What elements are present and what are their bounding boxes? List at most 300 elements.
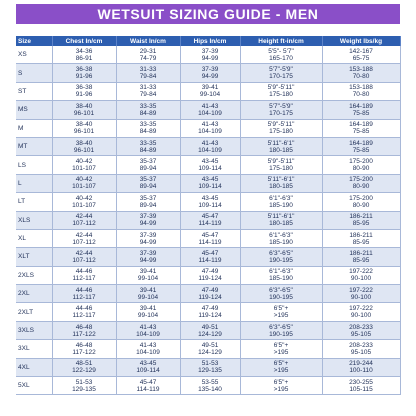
hips-imperial: 47-49 — [201, 286, 219, 294]
hips-cell — [180, 340, 240, 358]
hips-cell — [180, 193, 240, 211]
chest-metric: 101-107 — [72, 165, 96, 173]
chest-imperial: 36-38 — [75, 84, 93, 92]
chest-imperial: 40-42 — [75, 176, 93, 184]
height-metric: >195 — [273, 348, 289, 356]
chest-cell — [52, 340, 116, 358]
waist-imperial: 33-35 — [139, 121, 157, 129]
chest-imperial: 44-46 — [75, 286, 93, 294]
hips-cell — [180, 248, 240, 266]
height-metric: 180-185 — [269, 183, 293, 191]
hips-cell — [180, 174, 240, 192]
chest-cell — [52, 266, 116, 284]
hips-imperial: 37-39 — [201, 66, 219, 74]
weight-metric: 95-105 — [350, 348, 372, 356]
table-row — [16, 119, 400, 137]
height-metric: 180-185 — [269, 146, 293, 154]
waist-cell — [116, 156, 180, 174]
table-row — [16, 174, 400, 192]
waist-cell — [116, 193, 180, 211]
hips-imperial: 41-43 — [201, 121, 219, 129]
chest-cell — [52, 321, 116, 339]
weight-metric: 100-110 — [349, 367, 373, 375]
table-row — [16, 377, 400, 395]
weight-cell — [322, 248, 400, 266]
height-imperial: 5'5"- 5'7" — [268, 47, 294, 55]
chest-metric: 129-135 — [72, 385, 96, 393]
size-cell: 3XLS — [16, 321, 52, 339]
chest-cell — [52, 137, 116, 155]
waist-metric: 94-99 — [139, 220, 157, 228]
waist-cell — [116, 229, 180, 247]
chest-metric: 91-96 — [75, 73, 93, 81]
table-row — [16, 303, 400, 321]
weight-imperial: 208-233 — [349, 323, 373, 331]
height-imperial: 6'3"-6'5" — [269, 249, 293, 257]
height-metric: >195 — [273, 385, 289, 393]
hips-imperial: 39-41 — [201, 84, 219, 92]
chest-cell — [52, 174, 116, 192]
hips-metric: 109-114 — [198, 201, 222, 209]
waist-metric: 104-109 — [136, 330, 160, 338]
weight-cell — [322, 211, 400, 229]
waist-metric: 109-114 — [136, 367, 160, 375]
waist-cell — [116, 377, 180, 395]
waist-cell — [116, 82, 180, 100]
chest-metric: 112-117 — [72, 275, 96, 283]
header-height: Height ft-in/cm — [240, 36, 322, 46]
height-cell — [240, 156, 322, 174]
weight-metric: 85-95 — [352, 256, 370, 264]
height-metric: 190-195 — [269, 330, 293, 338]
hips-metric: 114-119 — [198, 220, 222, 228]
hips-imperial: 45-47 — [201, 231, 219, 239]
waist-metric: 94-99 — [139, 256, 157, 264]
chest-cell — [52, 285, 116, 303]
chest-cell — [52, 156, 116, 174]
height-metric: 190-195 — [269, 293, 293, 301]
height-cell — [240, 303, 322, 321]
chest-metric: 86-91 — [75, 54, 93, 62]
waist-imperial: 29-31 — [139, 47, 157, 55]
waist-imperial: 41-43 — [139, 341, 157, 349]
hips-metric: 119-124 — [198, 312, 222, 320]
hips-cell — [180, 137, 240, 155]
waist-imperial: 39-41 — [139, 305, 157, 313]
height-cell — [240, 358, 322, 376]
height-imperial: 5'9"-5'11" — [267, 158, 295, 166]
height-metric: 175-180 — [269, 128, 293, 136]
height-metric: 170-175 — [269, 109, 293, 117]
height-imperial: 5'9"-5'11" — [267, 84, 295, 92]
table-row — [16, 285, 400, 303]
height-cell — [240, 137, 322, 155]
hips-imperial: 47-49 — [201, 268, 219, 276]
weight-cell — [322, 266, 400, 284]
waist-cell — [116, 64, 180, 82]
weight-cell — [322, 156, 400, 174]
weight-metric: 75-85 — [352, 128, 370, 136]
chest-cell — [52, 193, 116, 211]
height-cell — [240, 64, 322, 82]
waist-metric: 94-99 — [139, 238, 157, 246]
hips-cell — [180, 156, 240, 174]
weight-cell — [322, 64, 400, 82]
waist-imperial: 31-33 — [139, 66, 157, 74]
weight-imperial: 197-222 — [349, 268, 373, 276]
header-chest: Chest In/cm — [52, 36, 116, 46]
height-imperial: 5'7"-5'9" — [269, 102, 293, 110]
hips-cell — [180, 266, 240, 284]
hips-cell — [180, 358, 240, 376]
height-cell — [240, 285, 322, 303]
height-imperial: 5'11"-6'1" — [267, 139, 295, 147]
table-row — [16, 64, 400, 82]
waist-cell — [116, 101, 180, 119]
sizing-table — [16, 36, 401, 395]
height-cell — [240, 321, 322, 339]
waist-imperial: 31-33 — [139, 84, 157, 92]
table-header-row — [16, 36, 400, 46]
chest-metric: 107-112 — [72, 256, 96, 264]
weight-cell — [322, 82, 400, 100]
chest-metric: 112-117 — [72, 312, 96, 320]
waist-cell — [116, 358, 180, 376]
weight-cell — [322, 285, 400, 303]
hips-cell — [180, 285, 240, 303]
waist-metric: 79-84 — [139, 73, 157, 81]
height-cell — [240, 377, 322, 395]
weight-imperial: 186-211 — [349, 231, 373, 239]
table-row — [16, 321, 400, 339]
hips-metric: 104-109 — [198, 109, 222, 117]
hips-metric: 94-99 — [201, 73, 219, 81]
waist-imperial: 37-39 — [139, 213, 157, 221]
height-metric: 185-190 — [269, 201, 293, 209]
hips-imperial: 43-45 — [201, 194, 219, 202]
height-metric: 165-170 — [269, 54, 293, 62]
chest-imperial: 40-42 — [75, 194, 93, 202]
weight-metric: 95-105 — [350, 330, 372, 338]
weight-imperial: 142-167 — [349, 47, 373, 55]
table-row — [16, 248, 400, 266]
weight-cell — [322, 46, 400, 64]
weight-imperial: 153-188 — [349, 66, 373, 74]
waist-imperial: 39-41 — [139, 268, 157, 276]
table-row — [16, 82, 400, 100]
hips-imperial: 49-51 — [201, 341, 219, 349]
height-imperial: 6'5"+ — [273, 341, 289, 349]
height-imperial: 6'5"+ — [273, 360, 289, 368]
height-cell — [240, 119, 322, 137]
size-cell: 5XL — [16, 377, 52, 395]
chest-imperial: 46-48 — [75, 323, 93, 331]
chest-cell — [52, 211, 116, 229]
height-imperial: 6'3"-6'5" — [269, 286, 293, 294]
waist-imperial: 35-37 — [139, 158, 157, 166]
height-imperial: 5'7"-5'9" — [269, 66, 293, 74]
weight-metric: 105-115 — [349, 385, 373, 393]
hips-cell — [180, 229, 240, 247]
chest-cell — [52, 64, 116, 82]
waist-metric: 84-89 — [139, 146, 157, 154]
height-imperial: 5'11"-6'1" — [267, 176, 295, 184]
waist-imperial: 37-39 — [139, 249, 157, 257]
height-metric: >195 — [273, 367, 289, 375]
size-cell: M — [16, 119, 52, 137]
weight-metric: 90-100 — [350, 293, 372, 301]
waist-imperial: 45-47 — [139, 378, 157, 386]
size-cell: 2XLS — [16, 266, 52, 284]
table-row — [16, 340, 400, 358]
height-metric: 170-175 — [269, 73, 293, 81]
hips-cell — [180, 211, 240, 229]
hips-metric: 129-135 — [198, 367, 222, 375]
weight-imperial: 164-189 — [349, 139, 373, 147]
hips-metric: 99-104 — [199, 91, 221, 99]
height-metric: 185-190 — [269, 238, 293, 246]
hips-metric: 124-129 — [198, 348, 222, 356]
height-imperial: 6'5"+ — [273, 378, 289, 386]
header-hips: Hips In/cm — [180, 36, 240, 46]
waist-metric: 99-104 — [137, 293, 159, 301]
waist-cell — [116, 174, 180, 192]
hips-metric: 135-140 — [198, 385, 222, 393]
weight-imperial: 219-244 — [349, 360, 373, 368]
waist-cell — [116, 119, 180, 137]
chest-cell — [52, 303, 116, 321]
weight-imperial: 186-211 — [349, 213, 373, 221]
hips-metric: 109-114 — [198, 183, 222, 191]
hips-imperial: 41-43 — [201, 139, 219, 147]
chest-imperial: 46-48 — [75, 341, 93, 349]
chest-imperial: 48-51 — [75, 360, 93, 368]
height-cell — [240, 46, 322, 64]
height-metric: >195 — [273, 312, 289, 320]
hips-metric: 119-124 — [198, 293, 222, 301]
weight-metric: 80-90 — [352, 165, 370, 173]
height-cell — [240, 266, 322, 284]
chest-metric: 91-96 — [75, 91, 93, 99]
chest-imperial: 38-40 — [75, 139, 93, 147]
weight-cell — [322, 303, 400, 321]
chest-imperial: 44-46 — [75, 268, 93, 276]
size-cell: L — [16, 174, 52, 192]
weight-metric: 75-85 — [352, 146, 370, 154]
waist-imperial: 33-35 — [139, 139, 157, 147]
weight-imperial: 186-211 — [349, 249, 373, 257]
waist-metric: 104-109 — [136, 348, 160, 356]
hips-imperial: 49-51 — [201, 323, 219, 331]
waist-metric: 99-104 — [137, 312, 159, 320]
size-cell: 4XL — [16, 358, 52, 376]
hips-imperial: 47-49 — [201, 305, 219, 313]
size-cell: MS — [16, 101, 52, 119]
waist-cell — [116, 137, 180, 155]
chest-metric: 101-107 — [72, 201, 96, 209]
height-cell — [240, 101, 322, 119]
table-body — [16, 46, 400, 395]
hips-cell — [180, 303, 240, 321]
waist-metric: 89-94 — [139, 183, 157, 191]
height-imperial: 6'1"-6'3" — [269, 194, 293, 202]
hips-imperial: 43-45 — [201, 158, 219, 166]
size-cell: XLT — [16, 248, 52, 266]
waist-metric: 74-79 — [139, 54, 157, 62]
waist-metric: 84-89 — [139, 109, 157, 117]
table-row — [16, 46, 400, 64]
height-metric: 175-180 — [269, 165, 293, 173]
page-title: WETSUIT SIZING GUIDE - MEN — [16, 4, 400, 24]
hips-imperial: 41-43 — [201, 102, 219, 110]
chest-imperial: 40-42 — [75, 158, 93, 166]
chest-metric: 117-122 — [72, 330, 96, 338]
size-cell: 3XL — [16, 340, 52, 358]
height-cell — [240, 82, 322, 100]
chest-metric: 107-112 — [72, 220, 96, 228]
waist-cell — [116, 321, 180, 339]
weight-cell — [322, 321, 400, 339]
size-cell: XLS — [16, 211, 52, 229]
waist-metric: 79-84 — [139, 91, 157, 99]
size-cell: 2XLT — [16, 303, 52, 321]
hips-cell — [180, 321, 240, 339]
chest-cell — [52, 82, 116, 100]
weight-imperial: 164-189 — [349, 121, 373, 129]
weight-cell — [322, 377, 400, 395]
chest-cell — [52, 46, 116, 64]
hips-metric: 104-109 — [198, 146, 222, 154]
hips-cell — [180, 119, 240, 137]
weight-cell — [322, 193, 400, 211]
height-cell — [240, 211, 322, 229]
table-row — [16, 193, 400, 211]
weight-metric: 80-90 — [352, 201, 370, 209]
weight-metric: 80-90 — [352, 183, 370, 191]
waist-cell — [116, 211, 180, 229]
chest-imperial: 36-38 — [75, 66, 93, 74]
size-cell: XS — [16, 46, 52, 64]
hips-cell — [180, 46, 240, 64]
chest-imperial: 38-40 — [75, 121, 93, 129]
waist-cell — [116, 46, 180, 64]
hips-metric: 94-99 — [201, 54, 219, 62]
chest-cell — [52, 377, 116, 395]
size-cell: 2XL — [16, 285, 52, 303]
height-cell — [240, 229, 322, 247]
height-metric: 175-180 — [269, 91, 293, 99]
waist-metric: 89-94 — [139, 201, 157, 209]
chest-metric: 96-101 — [73, 146, 95, 154]
weight-metric: 85-95 — [352, 220, 370, 228]
chest-metric: 96-101 — [73, 128, 95, 136]
height-imperial: 6'1"-6'3" — [269, 231, 293, 239]
table-row — [16, 137, 400, 155]
table-row — [16, 266, 400, 284]
weight-metric: 65-75 — [352, 54, 370, 62]
waist-imperial: 37-39 — [139, 231, 157, 239]
size-cell: ST — [16, 82, 52, 100]
waist-metric: 84-89 — [139, 128, 157, 136]
weight-metric: 70-80 — [352, 73, 370, 81]
waist-imperial: 33-35 — [139, 102, 157, 110]
table-row — [16, 229, 400, 247]
weight-imperial: 164-189 — [349, 102, 373, 110]
weight-imperial: 230-255 — [349, 378, 373, 386]
height-imperial: 5'11"-6'1" — [267, 213, 295, 221]
hips-imperial: 51-53 — [201, 360, 219, 368]
waist-metric: 114-119 — [136, 385, 160, 393]
chest-metric: 101-107 — [72, 183, 96, 191]
waist-imperial: 39-41 — [139, 286, 157, 294]
height-cell — [240, 248, 322, 266]
chest-imperial: 44-46 — [75, 305, 93, 313]
weight-metric: 85-95 — [352, 238, 370, 246]
height-cell — [240, 174, 322, 192]
chest-metric: 96-101 — [73, 109, 95, 117]
hips-imperial: 37-39 — [201, 47, 219, 55]
chest-cell — [52, 358, 116, 376]
weight-cell — [322, 229, 400, 247]
hips-metric: 104-109 — [198, 128, 222, 136]
chest-cell — [52, 101, 116, 119]
chest-metric: 112-117 — [72, 293, 96, 301]
weight-cell — [322, 174, 400, 192]
chest-metric: 122-129 — [72, 367, 96, 375]
height-metric: 185-190 — [269, 275, 293, 283]
waist-cell — [116, 285, 180, 303]
weight-cell — [322, 358, 400, 376]
hips-cell — [180, 377, 240, 395]
weight-imperial: 175-200 — [349, 158, 373, 166]
hips-cell — [180, 64, 240, 82]
waist-imperial: 43-45 — [139, 360, 157, 368]
weight-imperial: 175-200 — [349, 194, 373, 202]
waist-imperial: 35-37 — [139, 176, 157, 184]
height-metric: 190-195 — [269, 256, 293, 264]
waist-cell — [116, 340, 180, 358]
waist-imperial: 35-37 — [139, 194, 157, 202]
height-imperial: 5'9"-5'11" — [267, 121, 295, 129]
weight-metric: 90-100 — [350, 312, 372, 320]
weight-imperial: 208-233 — [349, 341, 373, 349]
weight-imperial: 175-200 — [349, 176, 373, 184]
height-metric: 180-185 — [269, 220, 293, 228]
hips-metric: 114-119 — [198, 256, 222, 264]
chest-imperial: 38-40 — [75, 102, 93, 110]
weight-imperial: 197-222 — [349, 305, 373, 313]
waist-cell — [116, 266, 180, 284]
height-imperial: 6'3"-6'5" — [269, 323, 293, 331]
waist-metric: 99-104 — [137, 275, 159, 283]
hips-metric: 114-119 — [198, 238, 222, 246]
size-cell: LS — [16, 156, 52, 174]
table-row — [16, 211, 400, 229]
weight-imperial: 153-188 — [349, 84, 373, 92]
chest-imperial: 34-36 — [75, 47, 93, 55]
height-cell — [240, 193, 322, 211]
hips-metric: 109-114 — [198, 165, 222, 173]
hips-imperial: 45-47 — [201, 249, 219, 257]
chest-imperial: 42-44 — [75, 231, 93, 239]
waist-metric: 89-94 — [139, 165, 157, 173]
waist-cell — [116, 303, 180, 321]
chest-imperial: 42-44 — [75, 213, 93, 221]
chest-cell — [52, 119, 116, 137]
hips-imperial: 43-45 — [201, 176, 219, 184]
chest-metric: 117-122 — [72, 348, 96, 356]
header-weight: Weight lbs/kg — [322, 36, 400, 46]
